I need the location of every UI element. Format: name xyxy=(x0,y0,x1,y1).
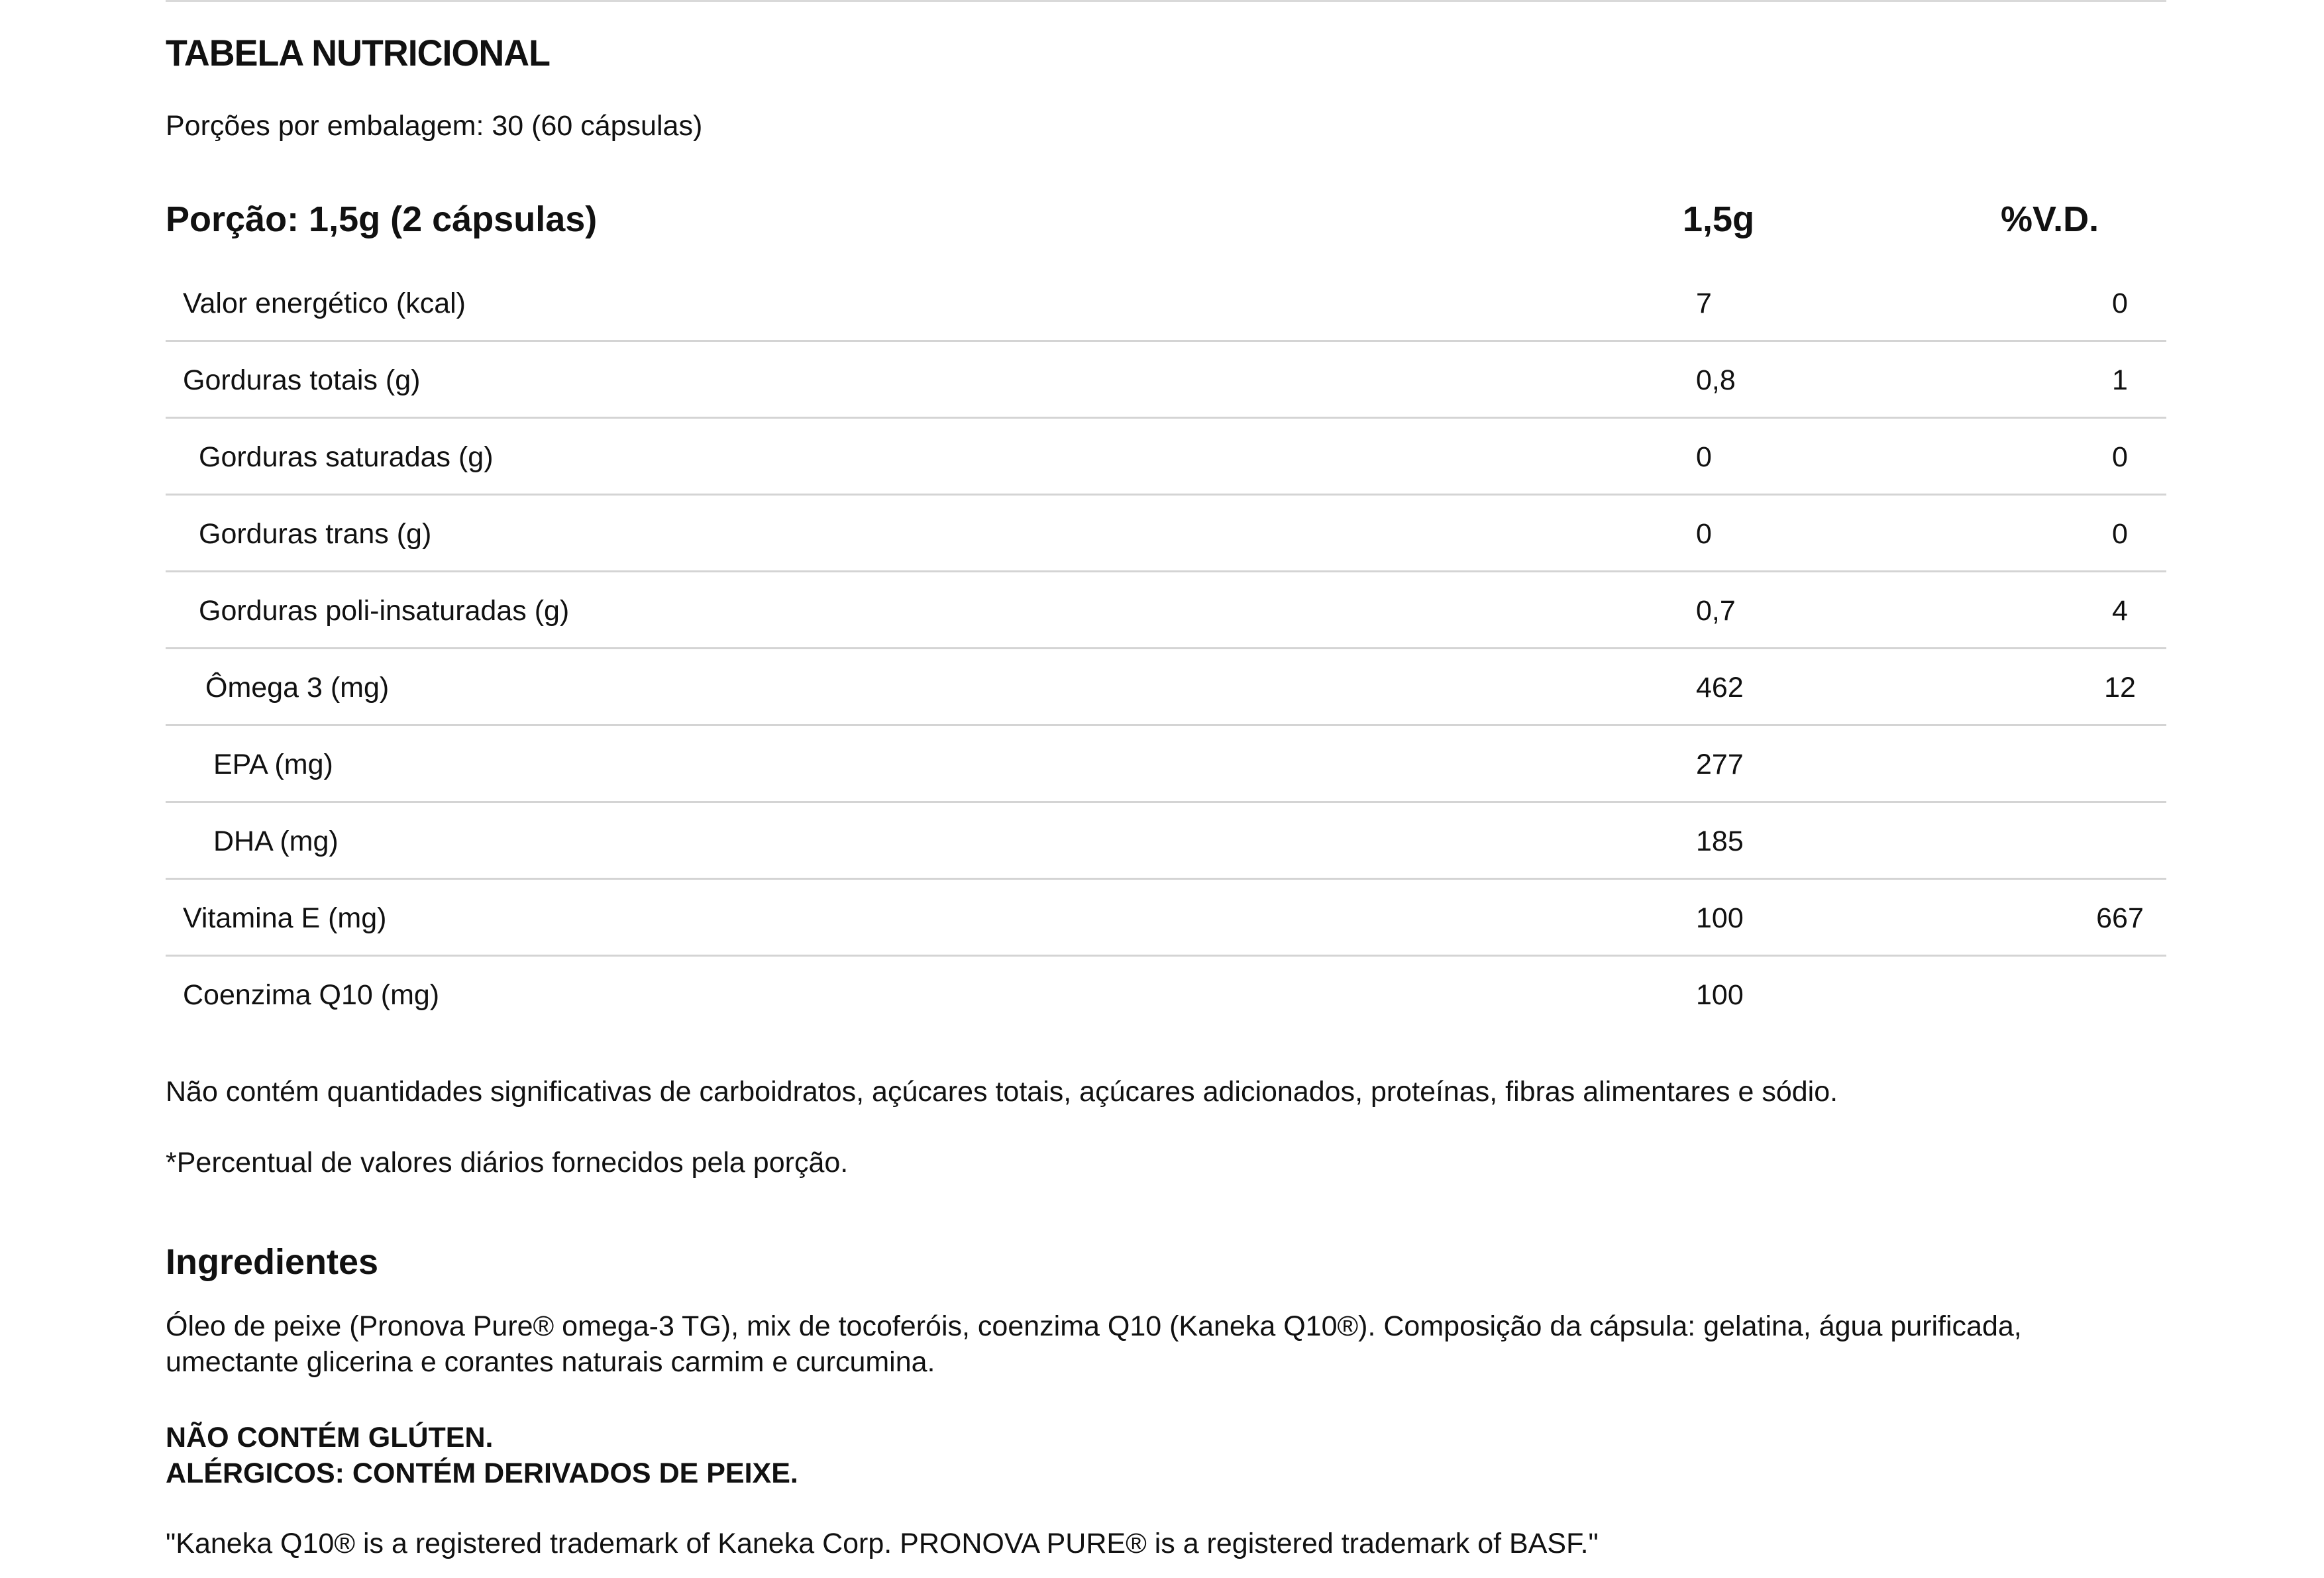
vd-header: %V.D. xyxy=(2001,199,2099,239)
nutrient-vd: 1 xyxy=(2112,364,2128,396)
nutrition-table-header xyxy=(166,191,2166,265)
gluten-warning: NÃO CONTÉM GLÚTEN. xyxy=(166,1422,494,1453)
nutrient-label: Gorduras trans (g) xyxy=(199,518,432,550)
nutrient-amount: 0 xyxy=(1696,441,1712,473)
not-significant-note: Não contém quantidades significativas de carboidratos, açúcares totais, açúcares adicionados, proteínas, fibras alimentares e sódio. xyxy=(166,1076,1838,1108)
table-row xyxy=(166,880,2166,957)
nutrient-amount: 7 xyxy=(1696,288,1712,319)
table-row xyxy=(166,726,2166,803)
ingredients-text: Óleo de peixe (Pronova Pure® omega-3 TG), mix de tocoferóis, coenzima Q10 (Kaneka Q10®). Composição da cápsula: gelatina, água purificada, umectante glicerina e corantes naturais carmim e curcumina. xyxy=(166,1310,2022,1378)
nutrient-label: DHA (mg) xyxy=(213,825,339,857)
table-row xyxy=(166,803,2166,880)
nutrient-vd: 12 xyxy=(2104,672,2136,704)
nutrient-vd: 0 xyxy=(2112,518,2128,550)
nutrient-vd: 0 xyxy=(2112,288,2128,319)
table-row xyxy=(166,419,2166,496)
table-row xyxy=(166,496,2166,572)
table-row xyxy=(166,957,2166,1033)
nutrient-amount: 277 xyxy=(1696,749,1744,780)
servings-per-package: Porções por embalagem: 30 (60 cápsulas) xyxy=(166,110,703,142)
nutrient-label: Gorduras saturadas (g) xyxy=(199,441,494,473)
amount-header: 1,5g xyxy=(1683,199,1755,239)
nutrition-table xyxy=(166,191,2166,1033)
nutrient-label: Valor energético (kcal) xyxy=(183,288,466,319)
nutrient-amount: 100 xyxy=(1696,902,1744,934)
nutrient-label: Gorduras totais (g) xyxy=(183,364,421,396)
nutrient-label: EPA (mg) xyxy=(213,749,333,780)
allergen-warning: ALÉRGICOS: CONTÉM DERIVADOS DE PEIXE. xyxy=(166,1457,798,1489)
nutrient-vd: 0 xyxy=(2112,441,2128,473)
nutrient-amount: 0,8 xyxy=(1696,364,1736,396)
table-row xyxy=(166,649,2166,726)
top-divider xyxy=(166,0,2166,2)
table-row xyxy=(166,572,2166,649)
trademark-note: "Kaneka Q10® is a registered trademark of Kaneka Corp. PRONOVA PURE® is a registered trademark of BASF." xyxy=(166,1528,1599,1559)
nutrient-label: Gorduras poli-insaturadas (g) xyxy=(199,595,570,627)
table-row xyxy=(166,342,2166,419)
nutrient-amount: 0 xyxy=(1696,518,1712,550)
percent-daily-value-note: *Percentual de valores diários fornecidos pela porção. xyxy=(166,1147,849,1179)
nutrient-amount: 185 xyxy=(1696,825,1744,857)
nutrient-vd: 4 xyxy=(2112,595,2128,627)
nutrient-label: Vitamina E (mg) xyxy=(183,902,387,934)
ingredients-heading: Ingredientes xyxy=(166,1242,379,1282)
nutrient-amount: 0,7 xyxy=(1696,595,1736,627)
portion-header: Porção: 1,5g (2 cápsulas) xyxy=(166,199,598,239)
page-title: TABELA NUTRICIONAL xyxy=(166,32,550,74)
nutrient-vd: 667 xyxy=(2096,902,2144,934)
nutrient-amount: 462 xyxy=(1696,672,1744,704)
table-row xyxy=(166,265,2166,342)
nutrient-amount: 100 xyxy=(1696,979,1744,1011)
nutrient-label: Coenzima Q10 (mg) xyxy=(183,979,440,1011)
nutrient-label: Ômega 3 (mg) xyxy=(205,672,390,704)
